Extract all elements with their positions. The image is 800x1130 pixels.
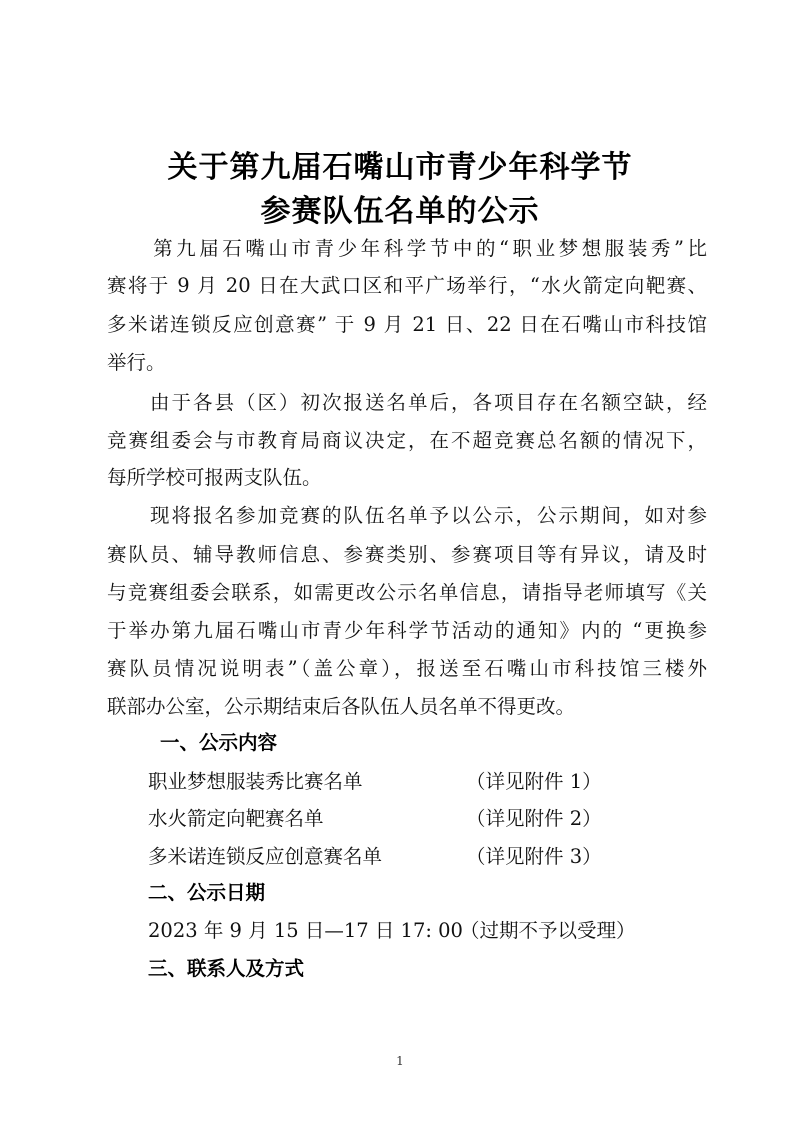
paragraph-1-line-3: 多米诺连锁反应创意赛” 于 9 月 21 日、22 日在石嘴山市科技馆 bbox=[107, 313, 707, 336]
paragraph-1-line-1: 第九届石嘴山市青少年科学节中的“职业梦想服装秀”比 bbox=[107, 237, 707, 260]
attachment-1-ref: （详见附件 1） bbox=[466, 770, 602, 793]
paragraph-3-line-1: 现将报名参加竞赛的队伍名单予以公示，公示期间，如对参 bbox=[107, 504, 707, 527]
paragraph-3-line-5: 赛队员情况说明表”（盖公章），报送至石嘴山市科技馆三楼外 bbox=[107, 657, 707, 680]
paragraph-1-line-4: 举行。 bbox=[107, 351, 166, 374]
attachment-3-name: 多米诺连锁反应创意赛名单 bbox=[148, 845, 383, 868]
section-2-heading: 二、公示日期 bbox=[148, 881, 266, 904]
paragraph-2-line-2: 竞赛组委会与市教育局商议决定，在不超竞赛总名额的情况下， bbox=[107, 429, 707, 452]
attachment-1-name: 职业梦想服装秀比赛名单 bbox=[148, 770, 363, 793]
paragraph-3-line-2: 赛队员、辅导教师信息、参赛类别、参赛项目等有异议，请及时 bbox=[107, 543, 707, 566]
title-line-1: 关于第九届石嘴山市青少年科学节 bbox=[167, 150, 633, 185]
title-line-2: 参赛队伍名单的公示 bbox=[260, 194, 540, 229]
date-note: （过期不予以受理） bbox=[460, 919, 636, 942]
page-number: 1 bbox=[396, 1054, 404, 1068]
section-3-heading: 三、联系人及方式 bbox=[148, 957, 305, 980]
paragraph-1-line-2: 赛将于 9 月 20 日在大武口区和平广场举行，“水火箭定向靶赛、 bbox=[107, 274, 707, 297]
attachment-2-name: 水火箭定向靶赛名单 bbox=[148, 807, 324, 830]
attachment-2-ref: （详见附件 2） bbox=[466, 807, 602, 830]
paragraph-3-line-6: 联部办公室，公示期结束后各队伍人员名单不得更改。 bbox=[107, 695, 576, 718]
attachment-3-ref: （详见附件 3） bbox=[466, 845, 602, 868]
paragraph-3-line-3: 与竞赛组委会联系，如需更改公示名单信息，请指导老师填写《关 bbox=[107, 581, 707, 604]
publication-date: 2023 年 9 月 15 日—17 日 17: 00 bbox=[148, 919, 463, 942]
section-1-heading: 一、公示内容 bbox=[160, 731, 278, 754]
paragraph-2-line-1: 由于各县（区）初次报送名单后，各项目存在名额空缺，经 bbox=[107, 391, 707, 414]
paragraph-3-line-4: 于举办第九届石嘴山市青少年科学节活动的通知》内的 “更换参 bbox=[107, 619, 707, 642]
paragraph-2-line-3: 每所学校可报两支队伍。 bbox=[107, 466, 322, 489]
